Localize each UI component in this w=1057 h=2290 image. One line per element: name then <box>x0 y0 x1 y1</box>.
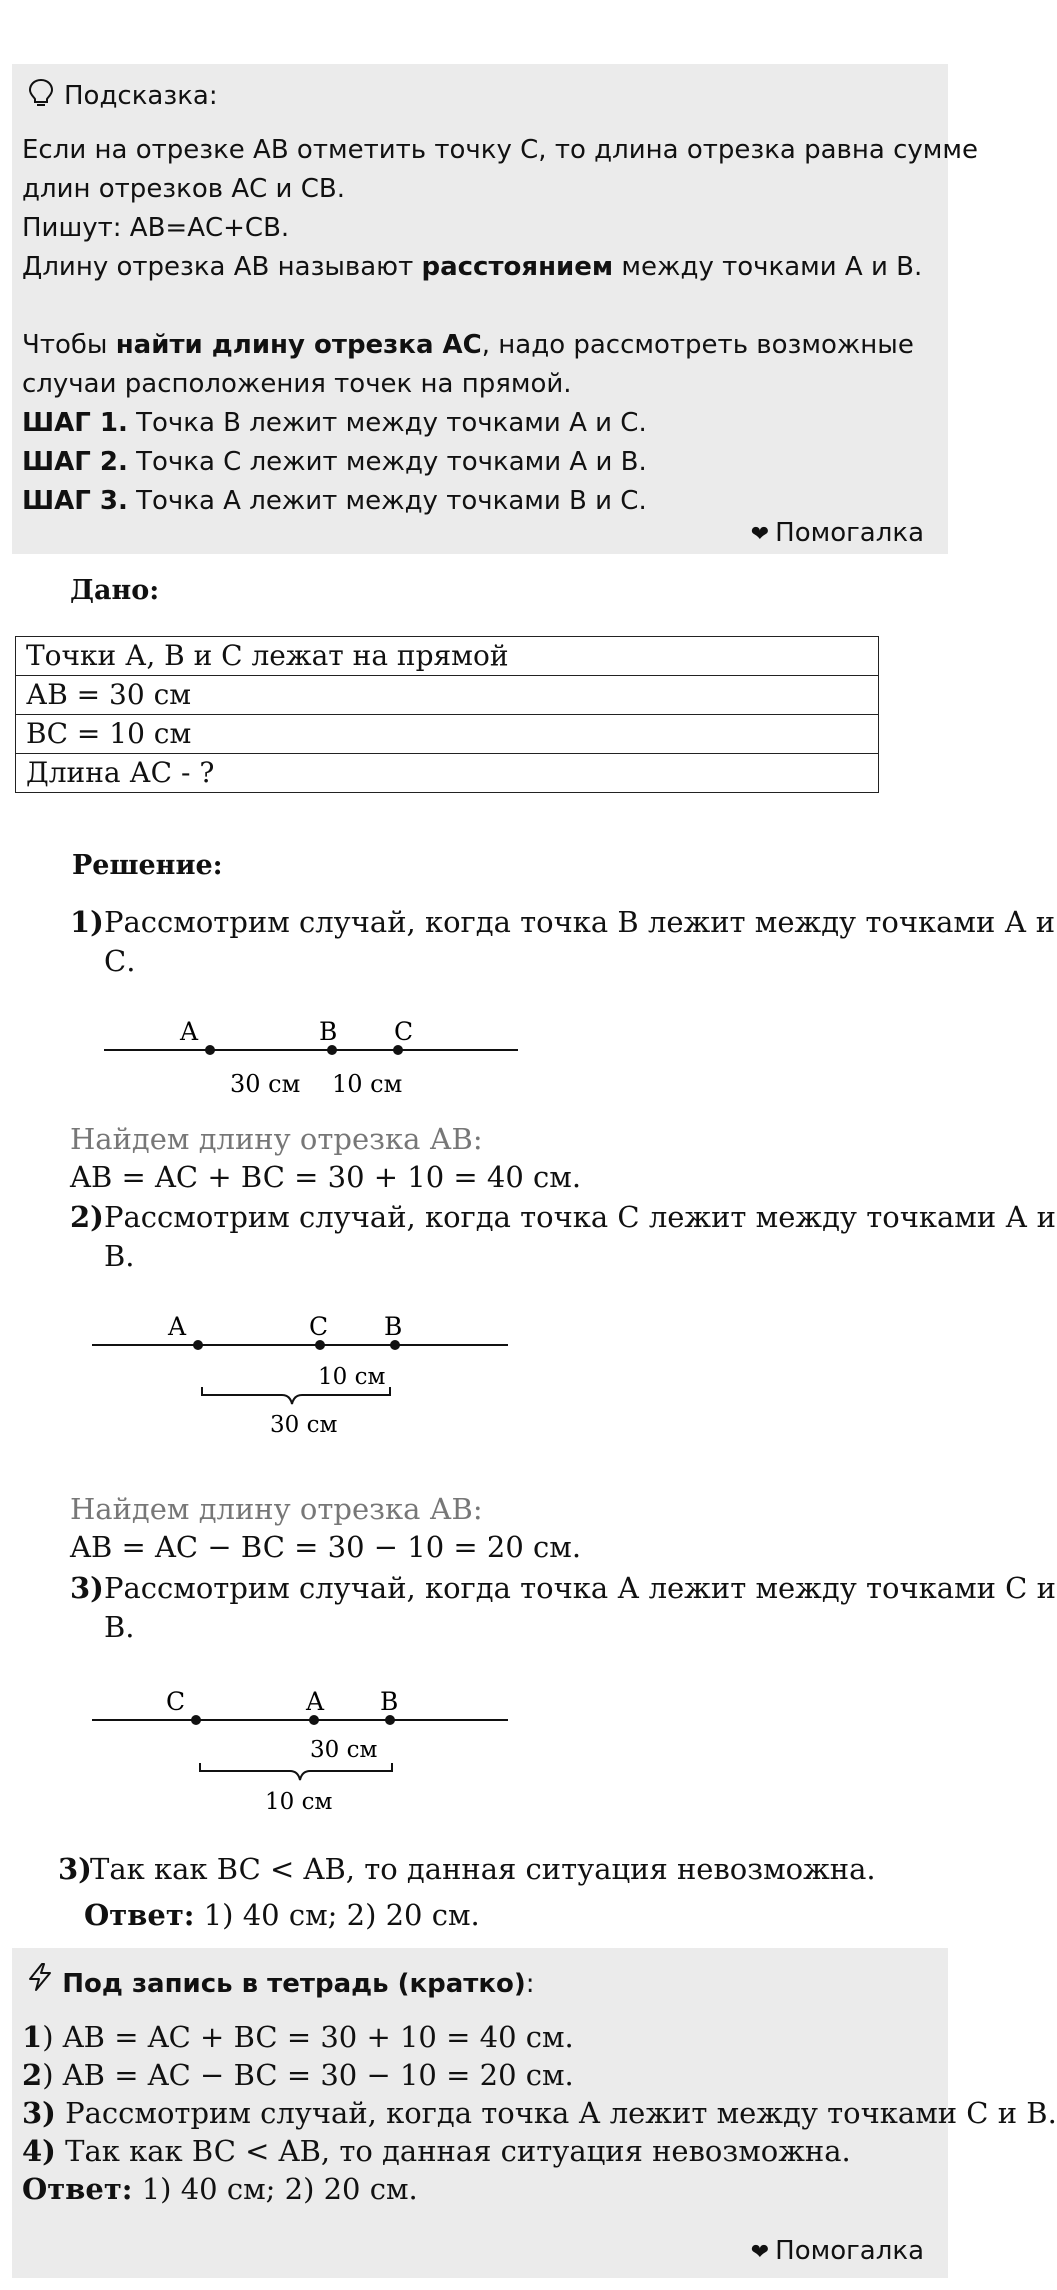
hint-brand-label: Помогалка <box>775 518 924 548</box>
note-brand-label: Помогалка <box>775 2236 924 2266</box>
given-cell: АВ = 30 см <box>16 676 879 715</box>
note-line-4-num: 4) <box>22 2134 56 2168</box>
fig2-segment-label: 30 см <box>270 1412 338 1438</box>
note-line-3-num: 3) <box>22 2096 56 2130</box>
given-cell: Длина АС - ? <box>16 754 879 793</box>
note-title <box>26 1962 535 1999</box>
fig3-label: C <box>166 1687 186 1716</box>
case-2-line-2: В. <box>104 1239 135 1273</box>
hint-step-1 <box>22 404 647 443</box>
fig1-segment-label: 30 см <box>230 1070 301 1098</box>
fig1-point <box>393 1045 403 1055</box>
note-line-3 <box>22 2096 1057 2130</box>
note-box <box>12 1948 1057 2278</box>
fig1-segment-label: 10 см <box>332 1070 403 1098</box>
hint-line-4-b: расстоянием <box>421 252 614 282</box>
conclusion-number: 3) <box>58 1852 92 1886</box>
fig3-label: B <box>380 1687 399 1716</box>
hint-line-2: длин отрезков АС и СВ. <box>22 174 345 204</box>
note-line-2 <box>22 2058 574 2092</box>
note-line-1-num: 1 <box>22 2020 43 2054</box>
case-1-line-1: Рассмотрим случай, когда точка В лежит между точками А и <box>104 905 1056 939</box>
answer <box>84 1898 480 1932</box>
hint-step-2 <box>22 443 647 482</box>
lightbulb-icon <box>28 78 58 115</box>
find-2: Найдем длину отрезка АВ: <box>70 1492 483 1526</box>
fig1-label: A <box>180 1017 199 1046</box>
given-table <box>15 636 879 793</box>
note-line-2-num: 2 <box>22 2058 43 2092</box>
note-line-4 <box>22 2134 851 2168</box>
note-brand[interactable] <box>751 2236 924 2266</box>
fig3-point <box>385 1715 395 1725</box>
figure-3 <box>0 1675 960 1825</box>
conclusion-text: Так как BC < AB, то данная ситуация невозможна. <box>90 1852 876 1886</box>
case-3-number: 3) <box>70 1571 104 1605</box>
fig3-point <box>309 1715 319 1725</box>
heart-icon: ❤ <box>750 522 770 547</box>
hint-line-6: случаи расположения точек на прямой. <box>22 369 572 399</box>
figure-2 <box>0 1300 960 1450</box>
given-row <box>16 715 879 754</box>
note-line-2-text: ) AB = AC − BC = 30 − 10 = 20 см. <box>42 2058 574 2092</box>
find-1: Найдем длину отрезка АВ: <box>70 1122 483 1156</box>
fig2-point <box>315 1340 325 1350</box>
fig3-segment-label: 30 см <box>310 1737 378 1763</box>
note-answer-label: Ответ: <box>22 2172 133 2206</box>
hint-line-1: Если на отрезке АВ отметить точку С, то длина отрезка равна сумме <box>22 135 978 165</box>
note-line-3-text: Рассмотрим случай, когда точка А лежит между точками С и В. <box>55 2096 1057 2130</box>
given-cell: Точки А, В и С лежат на прямой <box>16 637 879 676</box>
hint-box <box>12 64 978 554</box>
fig2-label: A <box>168 1312 187 1341</box>
calc-2: AB = AC − BC = 30 − 10 = 20 см. <box>70 1530 582 1564</box>
fig2-point <box>193 1340 203 1350</box>
note-line-4-text: Так как BC < AB, то данная ситуация невозможна. <box>55 2134 851 2168</box>
note-title-colon: : <box>525 1969 535 1999</box>
hint-title <box>28 78 218 115</box>
hint-step-3-label: ШАГ 3. <box>22 486 128 516</box>
hint-step-1-label: ШАГ 1. <box>22 408 128 438</box>
note-answer-text: 1) 40 см; 2) 20 см. <box>132 2172 418 2206</box>
hint-step-2-label: ШАГ 2. <box>22 447 128 477</box>
hint-step-2-text: Точка С лежит между точками А и В. <box>127 447 647 477</box>
given-cell: ВС = 10 см <box>16 715 879 754</box>
solution-title: Решение: <box>72 850 223 881</box>
hint-line-5-a: Чтобы <box>22 330 116 360</box>
fig1-point <box>327 1045 337 1055</box>
case-2-number: 2) <box>70 1200 104 1234</box>
case-1-line-2: С. <box>104 944 136 978</box>
fig2-segment-label: 10 см <box>318 1364 386 1390</box>
hint-line-5-b: найти длину отрезка АС <box>115 330 482 360</box>
hint-line-4-a: Длину отрезка АВ называют <box>22 252 422 282</box>
fig3-label: A <box>306 1687 325 1716</box>
fig2-point <box>390 1340 400 1350</box>
fig2-label: B <box>384 1312 403 1341</box>
hint-line-3: Пишут: АВ=АС+СВ. <box>22 213 290 243</box>
answer-text: 1) 40 см; 2) 20 см. <box>194 1898 480 1932</box>
hint-step-1-text: Точка В лежит между точками А и С. <box>127 408 647 438</box>
answer-label: Ответ: <box>84 1898 195 1932</box>
case-2-line-1: Рассмотрим случай, когда точка С лежит между точками А и <box>104 1200 1056 1234</box>
hint-line-4-c: между точками А и В. <box>613 252 923 282</box>
case-1-number: 1) <box>70 905 104 939</box>
lightning-icon <box>26 1969 62 1999</box>
hint-brand[interactable] <box>751 518 924 548</box>
fig1-label: B <box>319 1017 338 1046</box>
given-row <box>16 676 879 715</box>
hint-step-3 <box>22 482 647 521</box>
given-title: Дано: <box>70 575 160 606</box>
fig1-point <box>205 1045 215 1055</box>
fig3-brace <box>200 1763 392 1780</box>
note-line-1-text: ) AB = AC + BC = 30 + 10 = 40 см. <box>42 2020 574 2054</box>
heart-icon: ❤ <box>750 2240 770 2265</box>
fig2-label: C <box>309 1312 329 1341</box>
fig3-segment-label: 10 см <box>265 1789 333 1815</box>
fig3-point <box>191 1715 201 1725</box>
figure-1 <box>0 1010 960 1110</box>
case-3-line-2: В. <box>104 1610 135 1644</box>
case-3-line-1: Рассмотрим случай, когда точка А лежит между точками С и <box>104 1571 1056 1605</box>
hint-line-5-c: , надо рассмотреть возможные <box>481 330 914 360</box>
note-line-1 <box>22 2020 574 2054</box>
hint-title-text: Подсказка: <box>64 81 218 111</box>
note-answer <box>22 2172 418 2206</box>
given-row <box>16 754 879 793</box>
hint-line-4 <box>22 248 922 287</box>
note-title-text: Под запись в тетрадь (кратко) <box>62 1969 526 1999</box>
fig1-label: C <box>394 1017 414 1046</box>
hint-step-3-text: Точка А лежит между точками В и С. <box>127 486 647 516</box>
calc-1: AB = AC + BC = 30 + 10 = 40 см. <box>70 1160 582 1194</box>
given-row <box>16 637 879 676</box>
hint-line-5 <box>22 326 914 365</box>
